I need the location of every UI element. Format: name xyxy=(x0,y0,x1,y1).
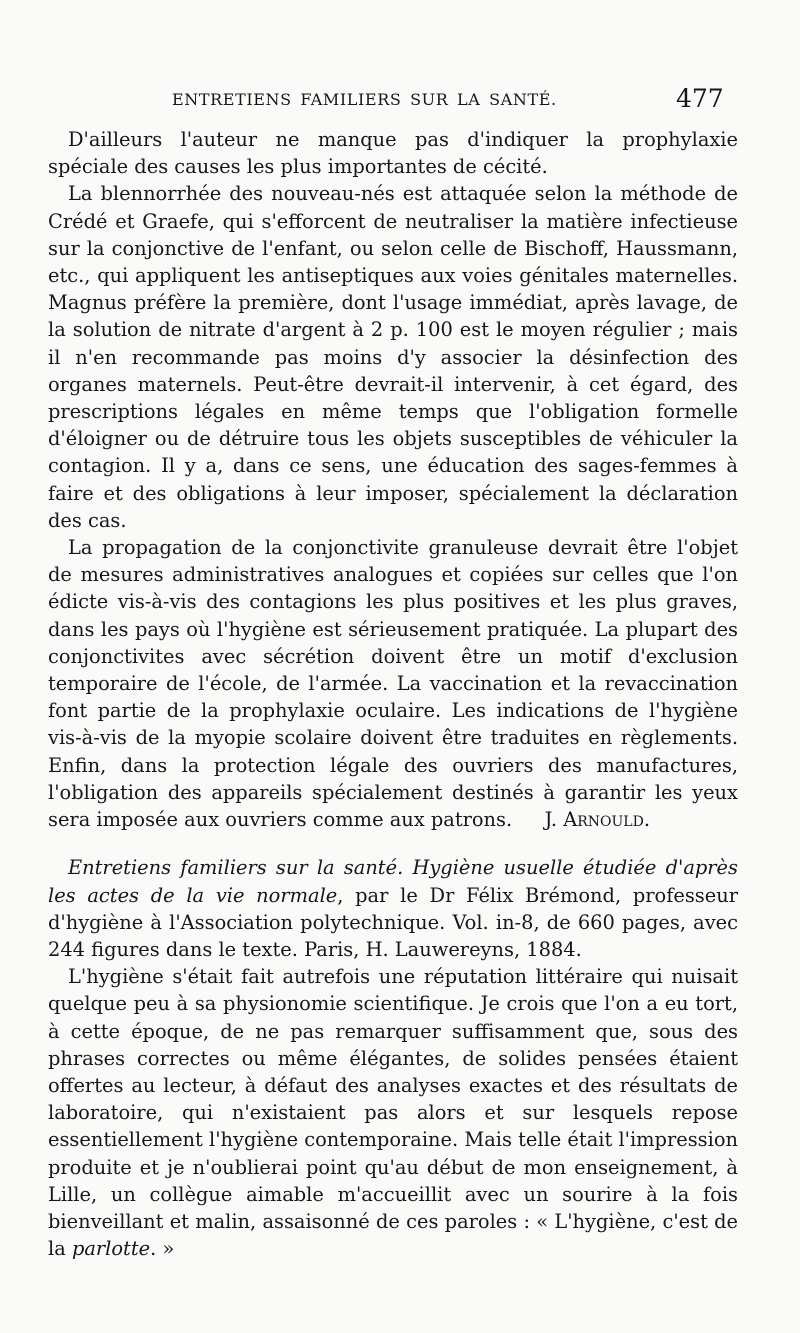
closing-text: L'hygiène s'était fait autrefois une réputation littéraire qui nuisait quelque peu à sa physionomie scientifique. Je crois que l'on a eu tort, à cette époque, de ne pas remarquer suffisamment que, sous des phrases correctes ou même élégantes, de solides pensées étaient offertes au lecteur, à défaut des analyses exactes et des résultats de laboratoire, qui n'existaient pas alors et sur lesquels repose essentiellement l'hygiène contemporaine. Mais telle était l'impression produite et je n'oublierai point qu'au début de mon enseignement, à Lille, un collègue aimable m'accueillit avec un sourire à la fois bienveillant et malin, assaisonné de ces paroles : « L'hygiène, c'est de la xyxy=(48,965,738,1261)
page-header xyxy=(0,84,800,120)
paragraph-prophylaxie: D'ailleurs l'auteur ne manque pas d'indiquer la prophylaxie spéciale des causes les plus importantes de cécité. xyxy=(48,128,738,179)
running-title: ENTRETIENS FAMILIERS SUR LA SANTÉ. xyxy=(172,90,557,109)
review-details: , par le Dr Félix Brémond, professeur d'hygiène à l'Association polytechnique. Vol. in-8, de 660 pages, avec 244 figures dans le texte. Paris, H. Lauwereyns, 1884. xyxy=(48,883,738,961)
page-number: 477 xyxy=(676,84,724,113)
closing-quote-end: . » xyxy=(150,1237,175,1261)
body-text xyxy=(48,126,738,1262)
signature-initial: J. xyxy=(544,808,558,832)
paragraph-conjonctivite: La propagation de la conjonctivite granuleuse devrait être l'objet de mesures administratives analogues et copiées sur celles que l'on édicte vis-à-vis des contagions les plus positives et les plus graves, dans les pays où l'hygiène est sérieusement pratiquée. La plupart des conjonctivites avec sécrétion doivent être un motif d'exclusion temporaire de l'école, de l'armée. La vaccination et la revaccination font partie de la prophylaxie oculaire. Les indications de l'hygiène vis-à-vis de la myopie scolaire doivent être traduites en règlements. Enfin, dans la protection légale des ouvriers des manufactures, l'obligation des appareils spécialement destinés à garantir les yeux sera imposée aux ouvriers comme aux patrons. xyxy=(48,536,738,832)
review-title: Entretiens familiers sur la santé. Hygiène usuelle étudiée d'après les actes de la vie normale xyxy=(48,856,738,907)
paragraph-blennorrhee: La blennorrhée des nouveau-nés est attaquée selon la méthode de Crédé et Graefe, qui s'efforcent de neutraliser la matière infectieuse sur la conjonctive de l'enfant, ou selon celle de Bischoff, Haussmann, etc., qui appliquent les antiseptiques aux voies génitales maternelles. Magnus préfère la première, dont l'usage immédiat, après lavage, de la solution de nitrate d'argent à 2 p. 100 est le moyen régulier ; mais il n'en recommande pas moins d'y associer la désinfection des organes maternels. Peut-être devrait-il intervenir, à cet égard, des prescriptions légales en même temps que l'obligation formelle d'éloigner ou de détruire tous les objets susceptibles de véhiculer la contagion. Il y a, dans ce sens, une éducation des sages-femmes à faire et des obligations à leur imposer, spécialement la déclaration des cas. xyxy=(48,182,738,532)
signature-name: Arnould. xyxy=(563,808,650,832)
review-citation xyxy=(48,854,738,963)
section-break xyxy=(48,833,738,854)
closing-quote-italic: parlotte xyxy=(71,1237,151,1261)
paragraph-hygiene-reputation xyxy=(48,963,738,1262)
